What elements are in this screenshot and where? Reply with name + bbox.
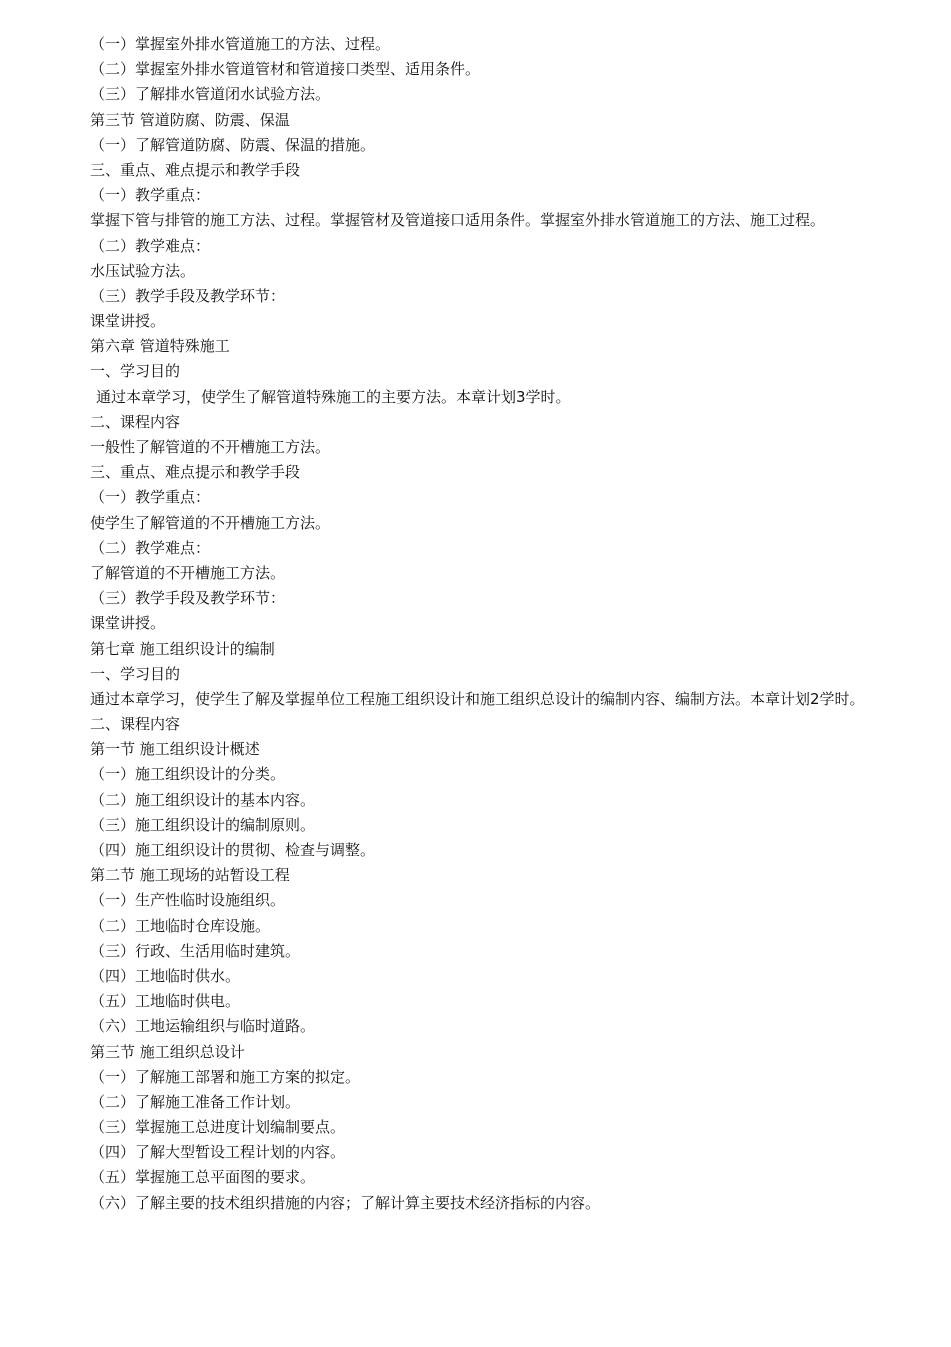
text-line: 掌握下管与排管的施工方法、过程。掌握管材及管道接口适用条件。掌握室外排水管道施工的方法、施工过程。 <box>90 211 826 230</box>
text-line: 使学生了解管道的不开槽施工方法。 <box>90 513 331 532</box>
text-line: （二）教学难点： <box>90 538 211 557</box>
text-line: （四）施工组织设计的贯彻、检查与调整。 <box>90 841 376 860</box>
text-line: （三）了解排水管道闭水试验方法。 <box>90 85 331 104</box>
text-line: （四）了解大型暂设工程计划的内容。 <box>90 1143 346 1162</box>
text-line: （二）了解施工准备工作计划。 <box>90 1092 301 1111</box>
text-line: 二、课程内容 <box>90 412 181 431</box>
text-line: 了解管道的不开槽施工方法。 <box>90 563 286 582</box>
text-line: 第六章 管道特殊施工 <box>90 337 230 356</box>
text-line: （一）教学重点： <box>90 488 211 507</box>
text-line: （一）了解管道防腐、防震、保温的措施。 <box>90 135 376 154</box>
text-line: （三）行政、生活用临时建筑。 <box>90 941 301 960</box>
text-line: （二）工地临时仓库设施。 <box>90 916 271 935</box>
text-line: 通过本章学习，使学生了解管道特殊施工的主要方法。本章计划3学时。 <box>96 387 571 406</box>
text-line: （三）掌握施工总进度计划编制要点。 <box>90 1118 346 1137</box>
text-line: 二、课程内容 <box>90 715 181 734</box>
text-line: 课堂讲授。 <box>90 614 166 633</box>
text-line: （二）施工组织设计的基本内容。 <box>90 790 316 809</box>
text-line: （一）了解施工部署和施工方案的拟定。 <box>90 1067 361 1086</box>
text-line: 一般性了解管道的不开槽施工方法。 <box>90 438 331 457</box>
text-line: （六）了解主要的技术组织措施的内容；了解计算主要技术经济指标的内容。 <box>90 1193 601 1212</box>
text-line: （三）施工组织设计的编制原则。 <box>90 815 316 834</box>
text-line: （五）工地临时供电。 <box>90 992 241 1011</box>
text-line: 课堂讲授。 <box>90 312 166 331</box>
text-line: （二）掌握室外排水管道管材和管道接口类型、适用条件。 <box>90 60 481 79</box>
text-line: （二）教学难点： <box>90 236 211 255</box>
text-line: 水压试验方法。 <box>90 261 196 280</box>
text-line: （五）掌握施工总平面图的要求。 <box>90 1168 316 1187</box>
text-line: 一、学习目的 <box>90 664 181 683</box>
text-line: 第三节 管道防腐、防震、保温 <box>90 110 290 129</box>
text-line: （一）教学重点： <box>90 186 211 205</box>
text-line: （一）施工组织设计的分类。 <box>90 765 286 784</box>
text-line: （一）生产性临时设施组织。 <box>90 891 286 910</box>
text-line: （六）工地运输组织与临时道路。 <box>90 1017 316 1036</box>
text-line: 通过本章学习，使学生了解及掌握单位工程施工组织设计和施工组织总设计的编制内容、编制方法。本章计划2学时。 <box>90 689 865 708</box>
text-line: 三、重点、难点提示和教学手段 <box>90 160 301 179</box>
text-line: 第七章 施工组织设计的编制 <box>90 639 275 658</box>
text-line: （一）掌握室外排水管道施工的方法、过程。 <box>90 35 391 53</box>
text-line: （三）教学手段及教学环节： <box>90 589 286 608</box>
text-line: （三）教学手段及教学环节： <box>90 286 286 305</box>
text-line: 第三节 施工组织总设计 <box>90 1042 245 1061</box>
text-line: 三、重点、难点提示和教学手段 <box>90 463 301 482</box>
text-line: 一、学习目的 <box>90 362 181 381</box>
document-page <box>0 32 951 1216</box>
text-line: 第二节 施工现场的站暂设工程 <box>90 866 290 885</box>
text-line: （四）工地临时供水。 <box>90 966 241 985</box>
text-line: 第一节 施工组织设计概述 <box>90 740 260 759</box>
